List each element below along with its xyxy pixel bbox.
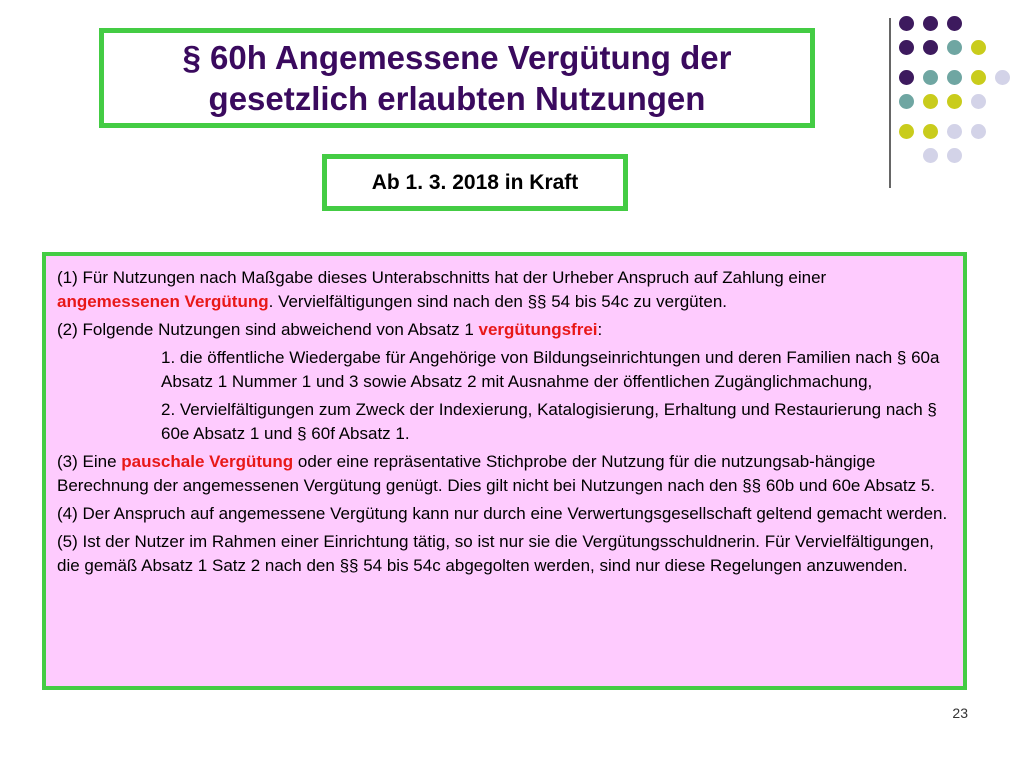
decorative-dot — [899, 124, 914, 139]
decorative-dot — [923, 94, 938, 109]
decorative-dot — [947, 94, 962, 109]
paragraph-4: (4) Der Anspruch auf angemessene Vergütung kann nur durch eine Verwertungsgesellschaft geltend gemacht werden. — [57, 504, 948, 523]
law-text-box — [42, 252, 967, 690]
paragraph-2-text-a: (2) Folgende Nutzungen sind abweichend von Absatz 1 — [57, 320, 479, 339]
paragraph-1-text-a: (1) Für Nutzungen nach Maßgabe dieses Unterabschnitts hat der Urheber Anspruch auf Zahlung einer — [57, 268, 827, 287]
paragraph-1-text-b: . Vervielfältigungen sind nach den §§ 54 bis 54c zu vergüten. — [268, 292, 727, 311]
paragraph-3 — [57, 450, 951, 498]
decorative-dot — [971, 70, 986, 85]
paragraph-3-text-b: oder eine repräsentative Stichprobe der Nutzung für die nutzungsab-hängige Berechnung der angemessenen Vergütung genügt. Dies gilt nicht bei Nutzungen nach den §§ 60b und 60e Absatz 5. — [57, 452, 936, 495]
decorative-dot — [971, 40, 986, 55]
decorative-dot — [947, 148, 962, 163]
decorative-dot — [995, 70, 1010, 85]
paragraph-3-text-a: (3) Eine — [57, 452, 122, 471]
decorative-dot — [947, 124, 962, 139]
paragraph-5: (5) Ist der Nutzer im Rahmen einer Einrichtung tätig, so ist nur sie die Vergütungsschuldnerin. Für Vervielfältigungen, die gemäß Absatz 1 Satz 2 nach den §§ 54 bis 54c abgegolten werden, sind nur diese Regelungen anzuwenden. — [57, 532, 934, 575]
decorative-dot — [947, 16, 962, 31]
decorative-dot — [899, 94, 914, 109]
title-line-1: § 60h Angemessene Vergütung der — [182, 39, 732, 76]
highlight-angemessene-verguetung: angemessenen Vergütung — [57, 292, 269, 311]
decorative-dot — [899, 16, 914, 31]
page-number: 23 — [952, 705, 968, 721]
decorative-dot — [899, 70, 914, 85]
list-item-1: 1. die öffentliche Wiedergabe für Angehörige von Bildungseinrichtungen und deren Familien nach § 60a Absatz 1 Nummer 1 und 3 sowie Absatz 2 mit Ausnahme der öffentlichen Zugänglichmachung, — [161, 348, 940, 391]
list-item-2: 2. Vervielfältigungen zum Zweck der Indexierung, Katalogisierung, Erhaltung und Restaurierung nach § 60e Absatz 1 und § 60f Absatz 1. — [161, 400, 937, 443]
decorative-dot — [923, 70, 938, 85]
decorative-dot — [947, 40, 962, 55]
decorative-dot — [923, 148, 938, 163]
decorative-dot — [923, 16, 938, 31]
paragraph-2-text-b: : — [597, 320, 603, 339]
decorative-dot — [923, 124, 938, 139]
highlight-verguetungsfrei: vergütungsfrei — [478, 320, 598, 339]
decorative-dot — [971, 124, 986, 139]
decorative-dot — [947, 70, 962, 85]
highlight-pauschale-verguetung: pauschale Vergütung — [121, 452, 294, 471]
decorative-dot — [923, 40, 938, 55]
paragraph-1 — [57, 266, 951, 314]
title-line-2: gesetzlich erlaubten Nutzungen — [208, 80, 706, 117]
paragraph-2 — [57, 318, 951, 342]
decorative-divider-line — [889, 18, 891, 188]
effective-date-box — [322, 154, 628, 211]
effective-date-text: Ab 1. 3. 2018 in Kraft — [371, 170, 579, 194]
decorative-dot — [971, 94, 986, 109]
decorative-dot — [899, 40, 914, 55]
